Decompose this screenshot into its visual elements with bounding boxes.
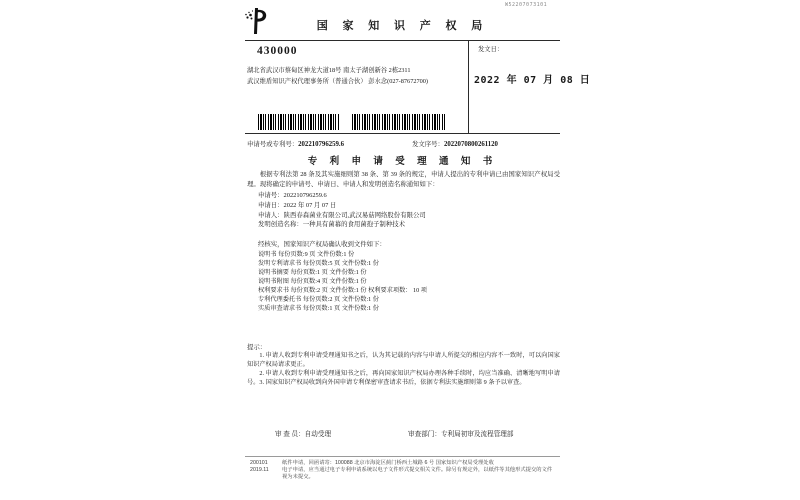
dispatch-serial-label: 发文序号： [412,141,444,148]
document-row: 说明书附图 每份页数:4 页 文件份数:1 份 [258,278,367,285]
department-label: 审查部门： [408,431,441,438]
header-divider [245,40,560,41]
dispatch-serial-field [412,139,498,148]
footer-revision-code: 2019.11 [250,467,269,473]
examiner-label: 审 查 员： [275,431,305,438]
examiner-value: 自动受理 [304,431,332,438]
detail-application-number: 申请号：202210796259.6 [258,192,327,199]
barcode [352,114,445,130]
note-item: 2. 申请人收到专利申请受理通知书之后，再向国家知识产权局办理各种手续时，均应当准确、清晰地写明申请号。 [247,370,560,386]
department-value: 专利局初审及流程管理部 [440,431,514,438]
footer-form-code: 200101 [250,460,268,466]
received-documents-list [258,250,427,313]
footer-note-paper [250,460,560,467]
examiner-field [275,428,331,438]
document-row: 发明专利请求书 每份页数:5 页 文件份数:1 份 [258,260,379,267]
document-row: 权利要求书 每份页数:2 页 文件份数:1 份 权利要求项数： 10 项 [258,287,427,294]
document-row: 实质审查请求书 每份页数:1 页 文件份数:1 份 [258,305,379,312]
detail-invention-title: 发明创造名称：一种具有菌幕的食用菌孢子制种技术 [258,221,405,229]
intro-paragraph: 根据专利法第 28 条及其实施细则第 38 条、第 39 条的规定，申请人提出的专利申请已由国家知识产权局受理。现将确定的申请号、申请日、申请人和发明创造名称通知如下： [247,171,560,188]
application-number-label: 申请号或专利号： [247,141,299,148]
footer-text: 纸件申请，回函请寄：100088 北京市海淀区蓟门桥西土城路 6 号 国家知识产权局受理处收 [282,460,494,466]
dispatch-date-label: 发文日： [478,46,504,53]
confirmation-line: 经核实，国家知识产权局确认收到文件如下： [258,241,386,248]
notice-title: 专 利 申 请 受 理 通 知 书 [307,157,498,167]
postal-code: 430000 [257,45,298,57]
document-serial-code: W52207073101 [505,2,548,8]
recipient-address: 湖北省武汉市蔡甸区神龙大道18号 南太子湖创新谷 2栋2311 [247,67,411,74]
department-field [408,428,514,438]
footer-divider [245,456,560,457]
application-number-value: 202210796259.6 [298,141,345,148]
header-vertical-divider [468,40,469,133]
application-details [258,191,426,230]
footer-note-electronic [250,467,560,481]
notes-title: 提示： [247,344,267,351]
dispatch-date-value: 2022 年 07 月 08 日 [474,75,591,86]
application-number-field [247,139,344,148]
recipient-agent: 武汉维盾知识产权代理事务所（普通合伙） 彭水念(027-87672700) [247,78,429,85]
note-item: 3. 国家知识产权局收到向外国申请专利保密审查请求书后，依据专利法实施细则第 9 条予以审查。 [259,379,526,386]
note-item: 1. 申请人收到专利申请受理通知书之后，认为其记载的内容与申请人所提交的相应内容不一致时，可以向国家知识产权局请求更正。 [247,352,560,368]
detail-applicants: 申请人：陕西春森菌业有限公司,武汉易菇网络股份有限公司 [258,211,426,219]
document-row: 说明书 每份页数:9 页 文件份数:1 份 [258,251,355,258]
reference-divider [245,133,560,134]
agency-title: 国 家 知 识 产 权 局 [316,20,489,32]
detail-filing-date: 申请日：2022 年 07 月 07 日 [258,201,337,209]
document-row: 说明书摘要 每份页数:1 页 文件份数:1 份 [258,269,367,276]
document-row: 专利代理委托书 每份页数:2 页 文件份数:1 份 [258,296,379,303]
barcode [258,114,339,130]
dispatch-serial-value: 2022070800261120 [443,141,498,148]
footer-text: 电子申请，应当通过电子专利申请系统以电子文件形式提交相关文件。除另有规定外，以纸件等其他形式提交的文件视为未提交。 [282,467,553,480]
